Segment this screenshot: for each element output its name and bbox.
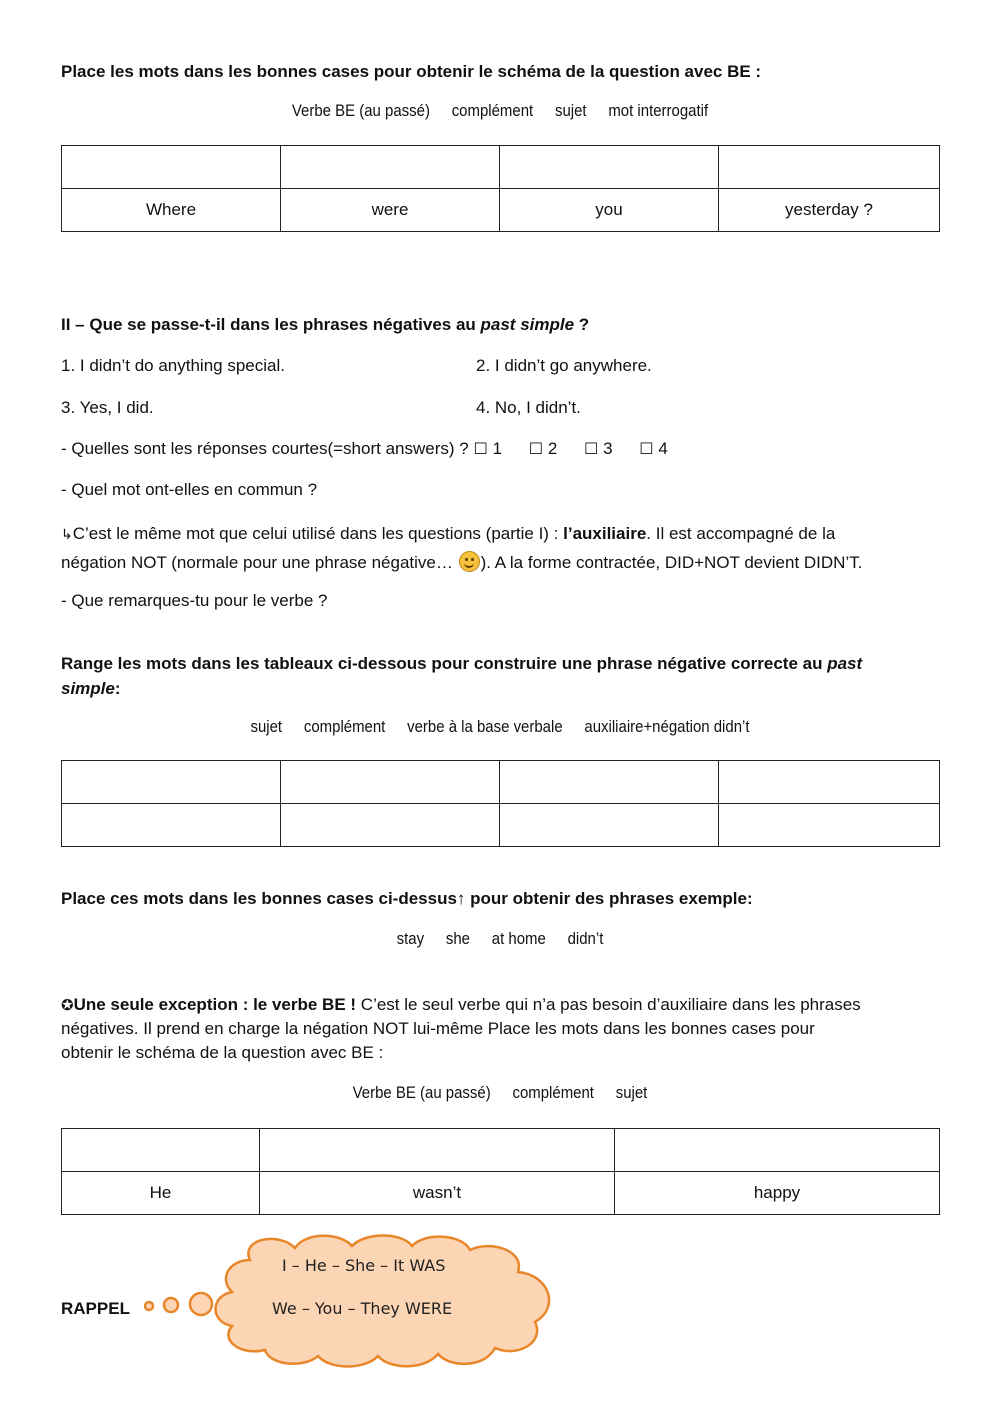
exception-text: C’est le seul verbe qui n’a pas besoin d’auxiliaire dans les phrases: [356, 995, 861, 1014]
question-text: - Quelles sont les réponses courtes(=short answers) ?: [61, 439, 469, 458]
explanation-text: C’est le même mot que celui utilisé dans les questions (partie I) :: [72, 524, 564, 543]
drop-cell[interactable]: [500, 804, 719, 847]
question-schema-table: [61, 145, 940, 232]
arrow-icon: ↳: [61, 527, 73, 543]
section1-instruction: Place les mots dans les bonnes cases pour obtenir le schéma de la question avec BE :: [61, 62, 762, 81]
short-answers-question: [61, 437, 668, 461]
example-cell: wasn’t: [260, 1172, 615, 1215]
instruction-italic: past: [827, 654, 863, 673]
thought-bubble-medium: [164, 1298, 178, 1312]
checkbox-icon[interactable]: ☐: [473, 439, 488, 458]
example-row: [62, 1172, 940, 1215]
heading-suffix: ?: [574, 315, 590, 334]
word-chip[interactable]: didn’t: [567, 929, 604, 948]
word-chip[interactable]: complément: [303, 717, 386, 736]
explanation-paragraph: [61, 520, 961, 576]
heading-text: II – Que se passe-t-il dans les phrases négatives au: [61, 315, 481, 334]
thought-bubble-large: [190, 1293, 212, 1315]
drop-cell[interactable]: [500, 146, 719, 189]
drop-cell[interactable]: [719, 804, 940, 847]
exception-text: négatives. Il prend en charge la négation NOT lui-même Place les mots dans les bonnes cases pour: [61, 1019, 815, 1038]
word-chip[interactable]: Verbe BE (au passé): [291, 101, 430, 120]
common-word-question: - Quel mot ont-elles en commun ?: [61, 480, 318, 499]
star-icon: ✪: [61, 996, 74, 1014]
checkbox-option[interactable]: [584, 439, 613, 458]
drop-cell[interactable]: [719, 146, 940, 189]
exception-bold: Une seule exception : le verbe BE !: [73, 995, 357, 1014]
word-chip[interactable]: stay: [396, 929, 425, 948]
drop-cell[interactable]: [260, 1129, 615, 1172]
word-chip[interactable]: verbe à la base verbale: [407, 717, 563, 736]
word-chip[interactable]: she: [445, 929, 470, 948]
word-chip[interactable]: sujet: [554, 101, 587, 120]
explanation-text: . Il est accompagné de la: [646, 524, 836, 543]
word-chip[interactable]: sujet: [615, 1083, 648, 1102]
smiley-icon: [459, 551, 480, 572]
rappel-line-2: We – You – They WERE: [272, 1299, 453, 1318]
example-cell: Where: [62, 189, 281, 232]
drop-cell[interactable]: [500, 761, 719, 804]
word-chip[interactable]: complément: [451, 101, 534, 120]
section2-heading: [61, 313, 589, 337]
example-cell: were: [281, 189, 500, 232]
drop-cell[interactable]: [62, 1129, 260, 1172]
section3-instruction: [61, 651, 941, 701]
sentence-2: 2. I didn’t go anywhere.: [476, 356, 652, 375]
drop-row: [62, 1129, 940, 1172]
checkbox-option[interactable]: [473, 439, 502, 458]
example-cell: happy: [615, 1172, 940, 1215]
rappel-line-1: I – He – She – It WAS: [282, 1256, 446, 1275]
checkbox-option[interactable]: [529, 439, 558, 458]
section3-word-bank: [60, 717, 940, 737]
option-label: 3: [603, 439, 613, 458]
be-negative-table: [61, 1128, 940, 1215]
checkbox-icon[interactable]: ☐: [584, 439, 599, 458]
instruction-suffix: :: [114, 679, 121, 698]
instruction-text: Range les mots dans les tableaux ci-dessous pour construire une phrase négative correcte au: [61, 654, 828, 673]
drop-cell[interactable]: [62, 146, 281, 189]
word-chip[interactable]: at home: [491, 929, 546, 948]
exception-paragraph: [61, 993, 961, 1065]
checkbox-option[interactable]: [639, 439, 668, 458]
drop-cell[interactable]: [281, 761, 500, 804]
drop-row: [62, 804, 940, 847]
section1-word-bank: [60, 101, 940, 121]
rappel-label: RAPPEL: [61, 1299, 130, 1318]
section5-word-bank: [60, 1083, 940, 1103]
drop-cell[interactable]: [615, 1129, 940, 1172]
drop-cell[interactable]: [62, 761, 281, 804]
example-cell: you: [500, 189, 719, 232]
explanation-bold: l’auxiliaire: [563, 524, 647, 543]
negative-sentence-table: [61, 760, 940, 847]
example-row: [62, 189, 940, 232]
sentence-4: 4. No, I didn’t.: [476, 398, 581, 417]
option-label: 1: [492, 439, 502, 458]
drop-cell[interactable]: [281, 804, 500, 847]
option-label: 2: [547, 439, 558, 458]
word-chip[interactable]: mot interrogatif: [608, 101, 709, 120]
checkbox-icon[interactable]: ☐: [528, 439, 544, 458]
checkbox-icon[interactable]: ☐: [639, 439, 654, 458]
section4-word-bank: [60, 929, 940, 949]
instruction-italic: simple: [61, 679, 115, 698]
option-label: 4: [658, 439, 668, 458]
word-chip[interactable]: sujet: [250, 717, 283, 736]
sentence-1: 1. I didn’t do anything special.: [61, 356, 285, 375]
drop-cell[interactable]: [719, 761, 940, 804]
section4-instruction: Place ces mots dans les bonnes cases ci-dessus↑ pour obtenir des phrases exemple:: [61, 889, 753, 908]
drop-cell[interactable]: [281, 146, 500, 189]
verb-question: - Que remarques-tu pour le verbe ?: [61, 591, 328, 610]
heading-italic: past simple: [480, 315, 575, 334]
explanation-text: ). A la forme contractée, DID+NOT devient DIDN’T.: [480, 553, 863, 572]
drop-row: [62, 146, 940, 189]
drop-cell[interactable]: [62, 804, 281, 847]
thought-bubble-small: [145, 1302, 153, 1310]
example-cell: yesterday ?: [719, 189, 940, 232]
example-cell: He: [62, 1172, 260, 1215]
exception-text: obtenir le schéma de la question avec BE :: [61, 1043, 384, 1062]
word-chip[interactable]: Verbe BE (au passé): [352, 1083, 491, 1102]
drop-row: [62, 761, 940, 804]
word-chip[interactable]: auxiliaire+négation didn’t: [584, 717, 750, 736]
word-chip[interactable]: complément: [512, 1083, 594, 1102]
sentence-3: 3. Yes, I did.: [61, 398, 154, 417]
explanation-text: négation NOT (normale pour une phrase négative…: [61, 553, 458, 572]
